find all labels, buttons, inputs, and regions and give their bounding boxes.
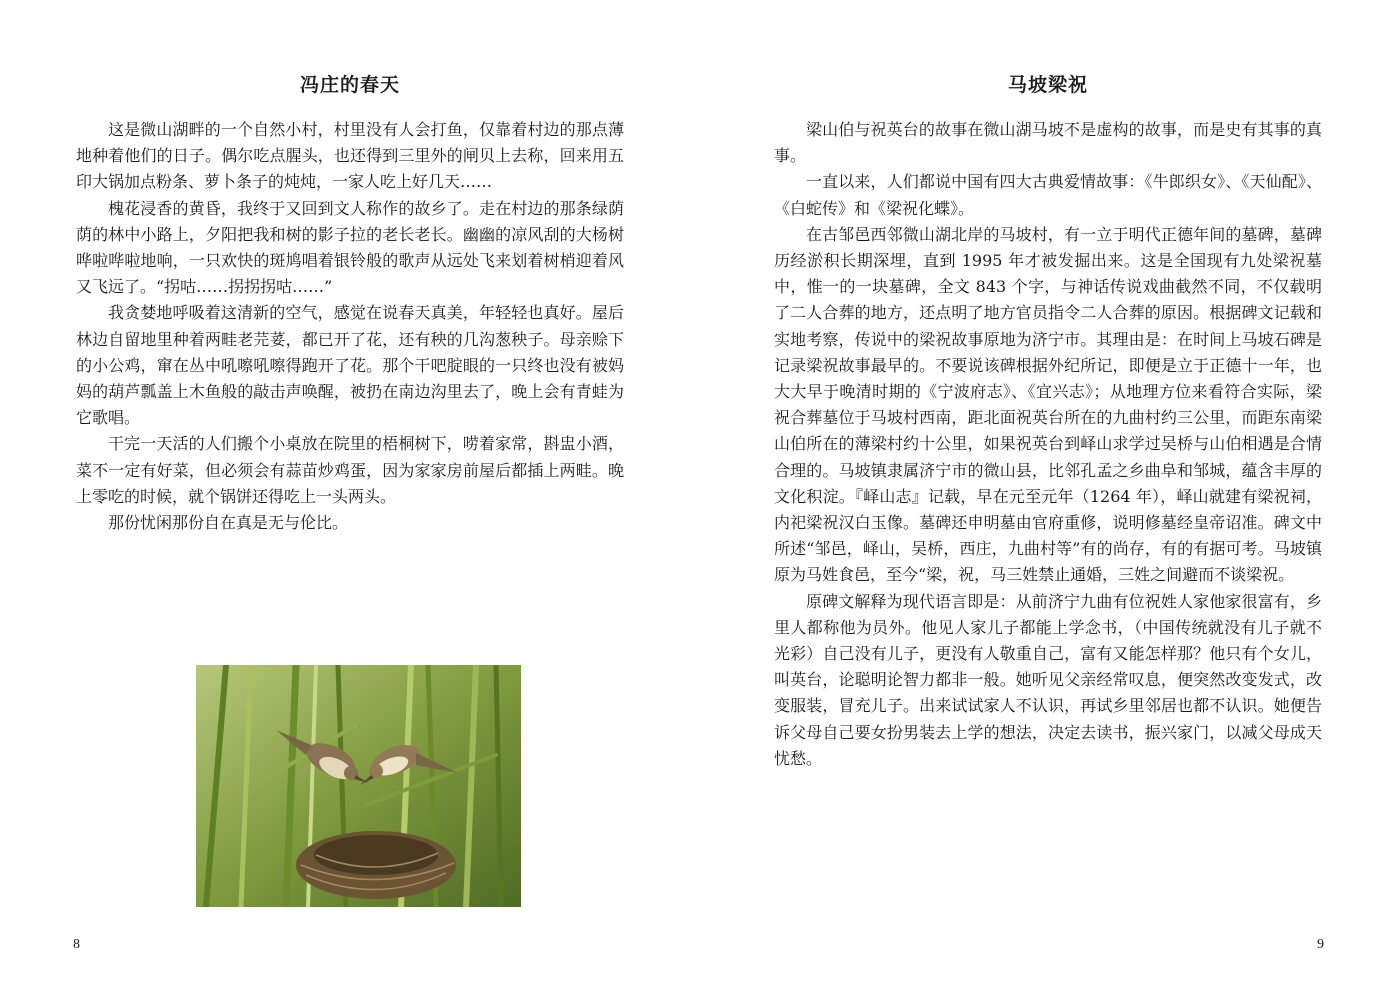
photo-illustration bbox=[196, 665, 521, 907]
page-number: 8 bbox=[73, 937, 80, 952]
page-title: 马坡梁祝 bbox=[1007, 74, 1088, 96]
paragraph: 这是微山湖畔的一个自然小村，村里没有人会打鱼，仅靠着村边的那点薄地种着他们的日子。偶尔吃点腥头，也还得到三里外的闸贝上去称，回来用五印大锅加点粉条、萝卜条子的炖炖，一家人吃上好几天…… bbox=[76, 120, 624, 192]
paragraph: 原碑文解释为现代语言即是：从前济宁九曲有位祝姓人家他家很富有，乡里人都称他为员外。他见人家儿子都能上学念书，（中国传统就没有儿子就不光彩）自己没有儿子，更没有人敬重自己，富有又能怎样那？他只有个女儿，叫英台，论聪明论智力都非一般。她听见父亲经常叹息，便突然改变发式，改变服装，冒充儿子。出来试试家人不认识，再试乡里邻居也都不认识。她便告诉父母自己要女扮男装去上学的想法，决定去读书，振兴家门，以减父母成天忧愁。 bbox=[774, 591, 1322, 768]
paragraph: 梁山伯与祝英台的故事在微山湖马坡不是虚构的故事，而是史有其事的真事。 bbox=[774, 120, 1322, 166]
paragraph: 一直以来，人们都说中国有四大古典爱情故事：《牛郎织女》、《天仙配》、《白蛇传》和《梁祝化蝶》。 bbox=[774, 172, 1322, 218]
paragraph: 那份忧闲那份自在真是无与伦比。 bbox=[108, 513, 349, 533]
page-title: 冯庄的春天 bbox=[299, 74, 400, 96]
paragraph: 槐花浸香的黄昏，我终于又回到文人称作的故乡了。走在村边的那条绿荫荫的林中小路上，夕阳把我和树的影子拉的老长老长。幽幽的凉风刮的大杨树哗啦哗啦地响，一只欢快的斑鸠唱着银铃般的歌声从远处飞来划着树梢迎着风又飞远了。“拐咕……拐拐拐咕……” bbox=[76, 198, 624, 297]
paragraph: 干完一天活的人们搬个小桌放在院里的梧桐树下，唠着家常，斟盅小酒，菜不一定有好菜，但必须会有蒜苗炒鸡蛋，因为家家房前屋后都插上两畦。晚上零吃的时候，就个锅饼还得吃上一头两头。 bbox=[76, 434, 624, 506]
paragraph: 在古邹邑西邻微山湖北岸的马坡村，有一立于明代正德年间的墓碑，墓碑历经淤积长期深埋，直到 1995 年才被发掘出来。这是全国现有九处梁祝墓中，惟一的一块墓碑，全文 843 个字，与神话传说戏曲截然不同，不仅载明了二人合葬的地方，还点明了地方官员指令二人合葬的原因。根据碑文记载和实地考察，传说中的梁祝故事原地为济宁市。其理由是：在时间上马坡石碑是记录梁祝故事最早的。不要说该碑根据外纪所记，即便是立于正德十一年，也大大早于晚清时期的《宁波府志》、《宜兴志》；从地理方位来看符合实际，梁祝合葬墓位于马坡村西南，距北面祝英台所在的九曲村约三公里，而距东南梁山伯所在的薄梁村约十公里，如果祝英台到峄山求学过吴桥与山伯相遇是合情合理的。马坡镇隶属济宁市的微山县，比邻孔孟之乡曲阜和邹城，蕴含丰厚的文化积淀。『峄山志』记载，早在元至元年（1264 年），峄山就建有梁祝祠，内祀梁祝汉白玉像。墓碑还申明墓由官府重修，说明修墓经皇帝诏准。碑文中所述“邹邑，峄山，吴桥，西庄，九曲村等”有的尚存，有的有据可考。马坡镇原为马姓食邑，至今“梁，祝，马三姓禁止通婚，三姓之间避而不谈梁祝。 bbox=[774, 224, 1322, 585]
right-page bbox=[699, 0, 1398, 982]
article-body bbox=[774, 117, 1322, 772]
page-number: 9 bbox=[1317, 937, 1324, 952]
article-body bbox=[76, 117, 624, 536]
birds-nest-photo bbox=[196, 665, 521, 907]
paragraph: 我贪婪地呼吸着这清新的空气，感觉在说春天真美，年轻轻也真好。屋后林边自留地里种着两畦老芫荽，都已开了花，还有秧的几沟葱秧子。母亲赊下的小公鸡，窜在丛中吼嚓吼嚓得跑开了花。那个干吧腚眼的一只终也没有被妈妈的葫芦瓢盖上木鱼般的敲击声唤醒，被扔在南边沟里去了，晚上会有青蛙为它歌唱。 bbox=[76, 303, 624, 428]
